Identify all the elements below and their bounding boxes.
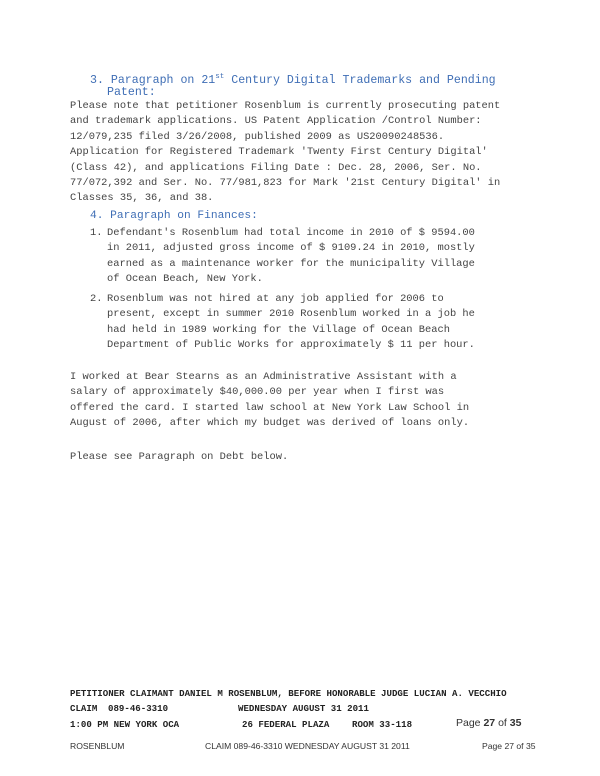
- finance-item-1: [107, 226, 475, 288]
- section-3-body-line: Classes 35, 36, and 38.: [70, 192, 214, 205]
- section-3-body-line: Application for Registered Trademark 'Twenty First Century Digital': [70, 146, 488, 159]
- finance-item-line: Department of Public Works for approximately $ 11 per hour.: [107, 339, 475, 352]
- section-3-number: 3.: [90, 74, 104, 87]
- bear-stearns-paragraph: [70, 370, 469, 432]
- footer-claim-label: CLAIM: [70, 703, 98, 714]
- finance-item-line: had held in 1989 working for the Village of Ocean Beach: [107, 323, 450, 336]
- bear-stearns-line: salary of approximately $40,000.00 per year when I first was: [70, 386, 445, 399]
- section-3-body: [70, 99, 500, 207]
- section-3-body-line: and trademark applications. US Patent Application /Control Number:: [70, 115, 482, 128]
- section-4-number: 4.: [90, 210, 104, 222]
- debt-note: Please see Paragraph on Debt below.: [70, 451, 289, 463]
- section-3-body-line: Please note that petitioner Rosenblum is currently prosecuting patent: [70, 100, 501, 112]
- section-3-body-line: 12/079,235 filed 3/26/2008, published 2009 as US20090248536.: [70, 130, 445, 143]
- running-footer-left: ROSENBLUM: [70, 741, 125, 751]
- section-3-body-line: (Class 42), and applications Filing Date : Dec. 28, 2006, Ser. No.: [70, 161, 482, 174]
- finance-item-1-number: 1.: [90, 227, 103, 239]
- section-3-title-sup: st: [215, 73, 225, 81]
- finance-item-line: earned as a maintenance worker for the municipality Village: [107, 257, 475, 270]
- footer-date: WEDNESDAY AUGUST 31 2011: [238, 703, 369, 714]
- finance-item-line: in 2011, adjusted gross income of $ 9109.24 in 2010, mostly: [107, 242, 475, 255]
- finance-item-line: Defendant's Rosenblum had total income in 2010 of $ 9594.00: [107, 227, 475, 239]
- bear-stearns-line: offered the card. I started law school at New York Law School in: [70, 401, 470, 414]
- footer-address: 26 FEDERAL PLAZA: [242, 719, 330, 730]
- finance-item-2: [107, 292, 475, 354]
- footer-room: ROOM 33-118: [352, 719, 413, 730]
- footer-page-total: 35: [509, 717, 522, 729]
- section-3-title-line2: Patent:: [107, 86, 156, 99]
- finance-item-line: present, except in summer 2010 Rosenblum worked in a job he: [107, 308, 475, 321]
- footer-petitioner-line: PETITIONER CLAIMANT DANIEL M ROSENBLUM, BEFORE HONORABLE JUDGE LUCIAN A. VECCHIO: [70, 688, 507, 699]
- section-4-title: Paragraph on Finances:: [110, 210, 258, 222]
- running-footer-center: CLAIM 089-46-3310 WEDNESDAY AUGUST 31 2011: [205, 741, 410, 751]
- bear-stearns-line: August of 2006, after which my budget was derived of loans only.: [70, 417, 470, 430]
- finance-item-line: of Ocean Beach, New York.: [107, 273, 263, 286]
- footer-claim-number: 089-46-3310: [108, 703, 169, 714]
- footer-page-number: Page 27 of 35: [456, 717, 522, 729]
- finance-item-2-number: 2.: [90, 293, 103, 305]
- footer-page-current: 27: [483, 717, 496, 729]
- section-3-body-line: 77/072,392 and Ser. No. 77/981,823 for Mark '21st Century Digital' in: [70, 177, 501, 190]
- footer-time-location: 1:00 PM NEW YORK OCA: [70, 719, 180, 730]
- section-4-heading: [90, 210, 258, 222]
- running-footer-right: Page 27 of 35: [482, 741, 536, 751]
- finance-item-line: Rosenblum was not hired at any job applied for 2006 to: [107, 293, 444, 305]
- bear-stearns-line: I worked at Bear Stearns as an Administrative Assistant with a: [70, 371, 457, 383]
- section-3-title: Paragraph on 21st Century Digital Trademarks and Pending: [110, 73, 496, 87]
